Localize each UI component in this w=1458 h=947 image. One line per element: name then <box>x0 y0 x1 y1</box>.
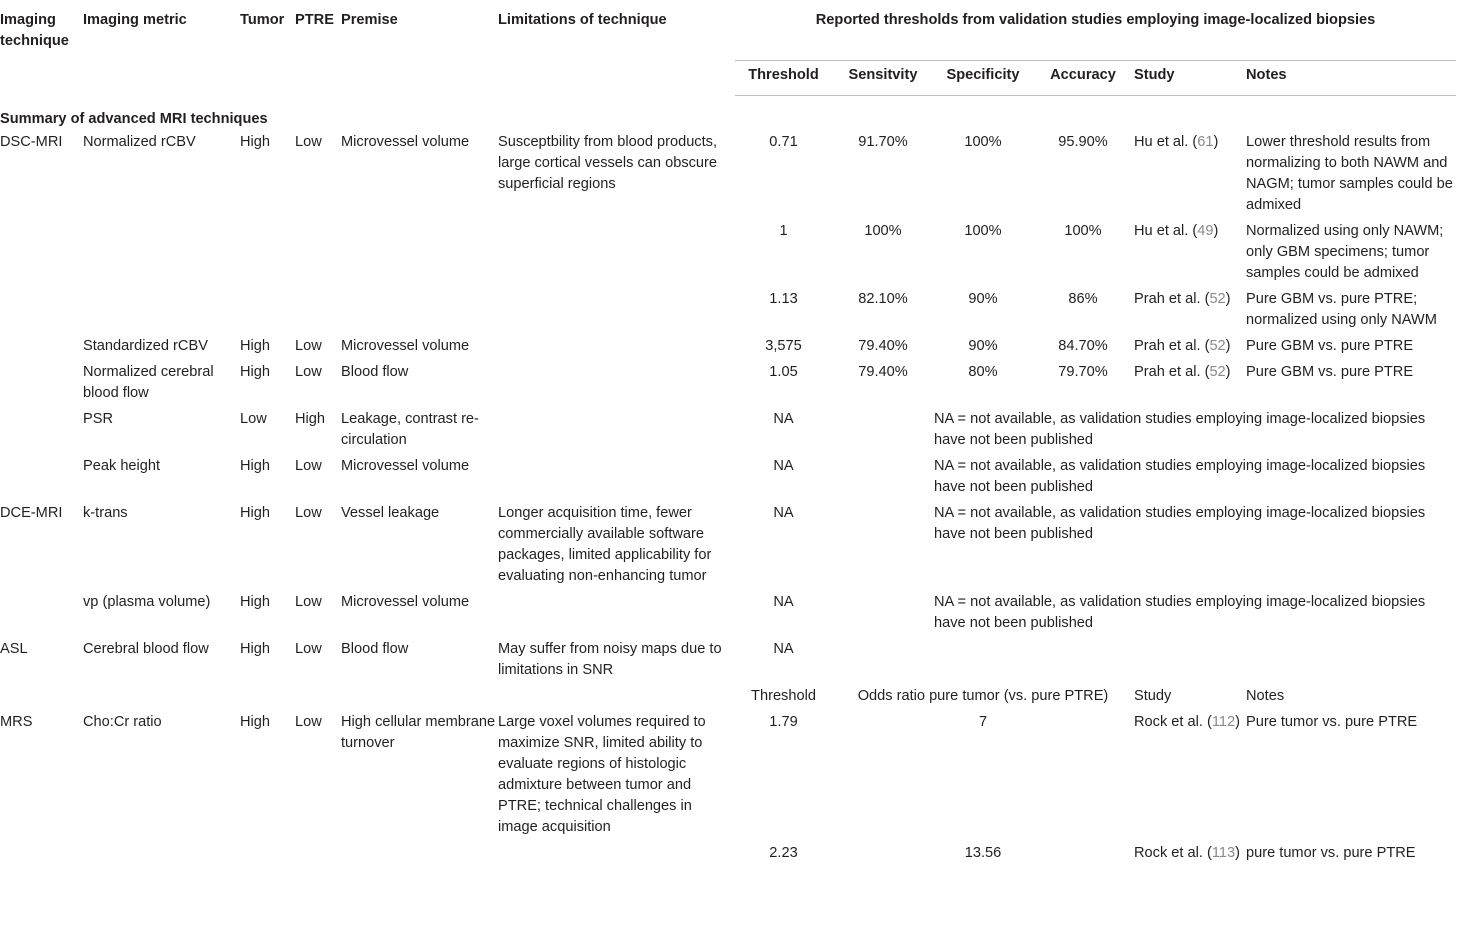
table-row <box>0 409 1456 456</box>
technique-cell <box>0 843 83 869</box>
mrs-header-row <box>0 686 1456 712</box>
ptre-cell: Low <box>295 714 322 730</box>
odds-ratio-cell: 7 <box>978 714 988 730</box>
technique-cell: DSC-MRI <box>0 134 63 150</box>
odds-ratio-cell: 13.56 <box>964 845 1002 861</box>
empty-cell <box>0 686 83 712</box>
technique-cell <box>0 592 83 639</box>
threshold-cell: NA <box>773 458 794 474</box>
tumor-cell: High <box>240 134 271 150</box>
study-cell <box>1134 362 1246 409</box>
premise-cell <box>341 221 498 289</box>
limitations-cell <box>498 289 735 336</box>
premise-cell: Leakage, contrast re-circulation <box>341 411 479 448</box>
study-close: ) <box>1213 134 1219 150</box>
ptre-cell: Low <box>295 364 322 380</box>
accuracy-cell: 86% <box>1068 291 1098 307</box>
premise-cell: Microvessel volume <box>341 458 470 474</box>
threshold-cell: 1.13 <box>769 291 798 307</box>
metric-cell <box>83 221 240 289</box>
section-row <box>0 96 1456 133</box>
study-cell <box>1134 336 1246 362</box>
study-cell <box>1134 132 1246 221</box>
technique-cell <box>0 409 83 456</box>
threshold-cell: NA <box>773 505 794 521</box>
ptre-cell <box>295 289 341 336</box>
study-close: ) <box>1225 364 1231 380</box>
study-close: ) <box>1225 291 1231 307</box>
sensitivity-cell: 91.70% <box>858 134 908 150</box>
study-author: Rock et al. ( <box>1134 845 1212 861</box>
threshold-cell: 1.79 <box>769 714 798 730</box>
specificity-cell: 80% <box>968 364 998 380</box>
ptre-cell: Low <box>295 134 322 150</box>
threshold-cell: 0.71 <box>769 134 798 150</box>
sensitivity-cell: 82.10% <box>858 291 908 307</box>
limitations-cell <box>498 592 735 639</box>
specificity-cell: 100% <box>964 223 1002 239</box>
ptre-cell: Low <box>295 641 322 657</box>
metric-cell: Normalized rCBV <box>83 134 196 150</box>
threshold-cell: NA <box>773 411 794 427</box>
header-metric: Imaging metric <box>83 12 187 28</box>
specificity-cell: 90% <box>968 291 998 307</box>
spacer-cell <box>832 503 934 592</box>
spacer-cell <box>832 592 934 639</box>
technique-cell: MRS <box>0 714 33 730</box>
reference-link[interactable]: 52 <box>1209 364 1226 380</box>
na-note-cell <box>934 639 1456 686</box>
mrs-header-study: Study <box>1134 688 1172 704</box>
study-author: Rock et al. ( <box>1134 714 1212 730</box>
header-tumor: Tumor <box>240 12 285 28</box>
header-study: Study <box>1134 61 1246 96</box>
threshold-cell: 1 <box>779 223 788 239</box>
limitations-cell <box>498 409 735 456</box>
na-note-cell: NA = not available, as validation studies employing image-localized biopsies have not been published <box>934 458 1426 495</box>
header-technique: Imaging technique <box>0 12 69 49</box>
mrs-header-notes: Notes <box>1246 688 1285 704</box>
limitations-cell: May suffer from noisy maps due to limitations in SNR <box>498 641 722 678</box>
technique-cell <box>0 456 83 503</box>
sensitivity-cell: 79.40% <box>858 364 908 380</box>
specificity-cell: 90% <box>968 338 998 354</box>
table-row <box>0 336 1456 362</box>
premise-cell <box>341 843 498 869</box>
premise-cell: Microvessel volume <box>341 134 470 150</box>
table-row <box>0 712 1456 843</box>
premise-cell: Vessel leakage <box>341 505 440 521</box>
mri-techniques-table <box>0 4 1456 869</box>
tumor-cell: High <box>240 594 271 610</box>
notes-cell: pure tumor vs. pure PTRE <box>1246 845 1416 861</box>
study-close: ) <box>1235 845 1240 861</box>
sensitivity-cell: 79.40% <box>858 338 908 354</box>
premise-cell: High cellular membrane turnover <box>341 714 496 751</box>
mrs-header-odds: Odds ratio pure tumor (vs. pure PTRE) <box>857 688 1109 704</box>
reference-link[interactable]: 52 <box>1209 291 1226 307</box>
accuracy-cell: 84.70% <box>1058 338 1108 354</box>
metric-cell: Cho:Cr ratio <box>83 714 162 730</box>
notes-cell: Pure GBM vs. pure PTRE; normalized using only NAWM <box>1246 291 1437 328</box>
empty-cell <box>498 686 735 712</box>
sensitivity-cell: 100% <box>864 223 902 239</box>
limitations-cell: Large voxel volumes required to maximize SNR, limited ability to evaluate regions of histologic admixture between tumor and PTRE; technical challenges in image acquisition <box>498 714 706 835</box>
empty-cell <box>83 686 240 712</box>
study-cell <box>1134 221 1246 289</box>
tumor-cell: Low <box>240 411 267 427</box>
technique-cell <box>0 362 83 409</box>
table-row <box>0 503 1456 592</box>
ptre-cell: Low <box>295 594 322 610</box>
tumor-cell <box>240 289 295 336</box>
header-ptre: PTRE <box>295 12 334 28</box>
table-row <box>0 289 1456 336</box>
limitations-cell: Longer acquisition time, fewer commercially available software packages, limited applicability for evaluating non-enhancing tumor <box>498 505 712 584</box>
notes-cell: Normalized using only NAWM; only GBM specimens; tumor samples could be admixed <box>1246 223 1444 281</box>
study-close: ) <box>1225 338 1231 354</box>
premise-cell: Blood flow <box>341 364 409 380</box>
header-accuracy: Accuracy <box>1032 61 1134 96</box>
table-row <box>0 843 1456 869</box>
study-author: Hu et al. ( <box>1134 134 1198 150</box>
threshold-cell: NA <box>773 594 794 610</box>
tumor-cell: High <box>240 641 271 657</box>
technique-cell: DCE-MRI <box>0 505 63 521</box>
header-row <box>0 4 1456 61</box>
study-close: ) <box>1213 223 1219 239</box>
reference-link[interactable]: 52 <box>1209 338 1226 354</box>
threshold-cell: 3,575 <box>765 338 802 354</box>
study-cell <box>1134 843 1246 869</box>
spacer-cell <box>832 409 934 456</box>
tumor-cell: High <box>240 505 271 521</box>
study-close: ) <box>1235 714 1240 730</box>
limitations-cell <box>498 843 735 869</box>
metric-cell: Standardized rCBV <box>83 338 208 354</box>
limitations-cell <box>498 221 735 289</box>
tumor-cell: High <box>240 458 271 474</box>
metric-cell: vp (plasma volume) <box>83 594 211 610</box>
spacer-cell <box>832 456 934 503</box>
header-sensitivity: Sensitvity <box>832 61 934 96</box>
study-cell <box>1134 712 1246 843</box>
empty-cell <box>240 686 295 712</box>
metric-cell: Normalized cerebral blood flow <box>83 364 214 401</box>
specificity-cell: 100% <box>964 134 1002 150</box>
premise-cell <box>341 289 498 336</box>
na-note-cell: NA = not available, as validation studies employing image-localized biopsies have not been published <box>934 411 1426 448</box>
empty-cell <box>295 686 341 712</box>
table-row <box>0 362 1456 409</box>
ptre-cell: Low <box>295 458 322 474</box>
mrs-header-threshold: Threshold <box>751 688 816 704</box>
study-author: Hu et al. ( <box>1134 223 1198 239</box>
reference-link[interactable]: 113 <box>1211 845 1236 861</box>
tumor-cell <box>240 843 295 869</box>
spacer-cell <box>832 639 934 686</box>
tumor-cell: High <box>240 714 271 730</box>
accuracy-cell: 95.90% <box>1058 134 1108 150</box>
table-row <box>0 221 1456 289</box>
technique-cell <box>0 336 83 362</box>
notes-cell: Lower threshold results from normalizing to both NAWM and NAGM; tumor samples could be admixed <box>1246 134 1453 213</box>
metric-cell <box>83 843 240 869</box>
header-specificity: Specificity <box>934 61 1032 96</box>
tumor-cell: High <box>240 364 271 380</box>
section-title: Summary of advanced MRI techniques <box>0 111 268 127</box>
threshold-cell: 1.05 <box>769 364 798 380</box>
tumor-cell <box>240 221 295 289</box>
limitations-cell: Susceptbility from blood products, large cortical vessels can obscure superficial regions <box>498 134 718 192</box>
metric-cell <box>83 289 240 336</box>
technique-cell <box>0 221 83 289</box>
study-author: Prah et al. ( <box>1134 338 1210 354</box>
ptre-cell <box>295 843 341 869</box>
technique-cell <box>0 289 83 336</box>
metric-cell: PSR <box>83 411 114 427</box>
header-threshold: Threshold <box>735 61 832 96</box>
ptre-cell: Low <box>295 338 322 354</box>
limitations-cell <box>498 456 735 503</box>
na-note-cell: NA = not available, as validation studies employing image-localized biopsies have not been published <box>934 594 1426 631</box>
premise-cell: Microvessel volume <box>341 338 470 354</box>
reference-link[interactable]: 49 <box>1197 223 1214 239</box>
limitations-cell <box>498 362 735 409</box>
study-author: Prah et al. ( <box>1134 291 1210 307</box>
accuracy-cell: 100% <box>1064 223 1102 239</box>
study-cell <box>1134 289 1246 336</box>
header-limitations: Limitations of technique <box>498 12 667 28</box>
metric-cell: Peak height <box>83 458 161 474</box>
empty-cell <box>341 686 498 712</box>
ptre-cell <box>295 221 341 289</box>
premise-cell: Microvessel volume <box>341 594 470 610</box>
na-note-cell: NA = not available, as validation studies employing image-localized biopsies have not been published <box>934 505 1426 542</box>
metric-cell: Cerebral blood flow <box>83 641 209 657</box>
notes-cell: Pure GBM vs. pure PTRE <box>1246 338 1414 354</box>
header-premise: Premise <box>341 12 398 28</box>
threshold-cell: NA <box>773 641 794 657</box>
notes-cell: Pure tumor vs. pure PTRE <box>1246 714 1418 730</box>
table-row <box>0 639 1456 686</box>
premise-cell: Blood flow <box>341 641 409 657</box>
study-author: Prah et al. ( <box>1134 364 1210 380</box>
ptre-cell: High <box>295 411 326 427</box>
metric-cell: k-trans <box>83 505 128 521</box>
table-row <box>0 132 1456 221</box>
limitations-cell <box>498 336 735 362</box>
reference-link[interactable]: 112 <box>1211 714 1236 730</box>
header-notes: Notes <box>1246 61 1456 96</box>
accuracy-cell: 79.70% <box>1058 364 1108 380</box>
tumor-cell: High <box>240 338 271 354</box>
header-validation-group: Reported thresholds from validation studies employing image-localized biopsies <box>735 4 1456 61</box>
technique-cell: ASL <box>0 641 28 657</box>
reference-link[interactable]: 61 <box>1197 134 1214 150</box>
table-row <box>0 592 1456 639</box>
notes-cell: Pure GBM vs. pure PTRE <box>1246 364 1414 380</box>
ptre-cell: Low <box>295 505 322 521</box>
table-row <box>0 456 1456 503</box>
threshold-cell: 2.23 <box>769 845 798 861</box>
